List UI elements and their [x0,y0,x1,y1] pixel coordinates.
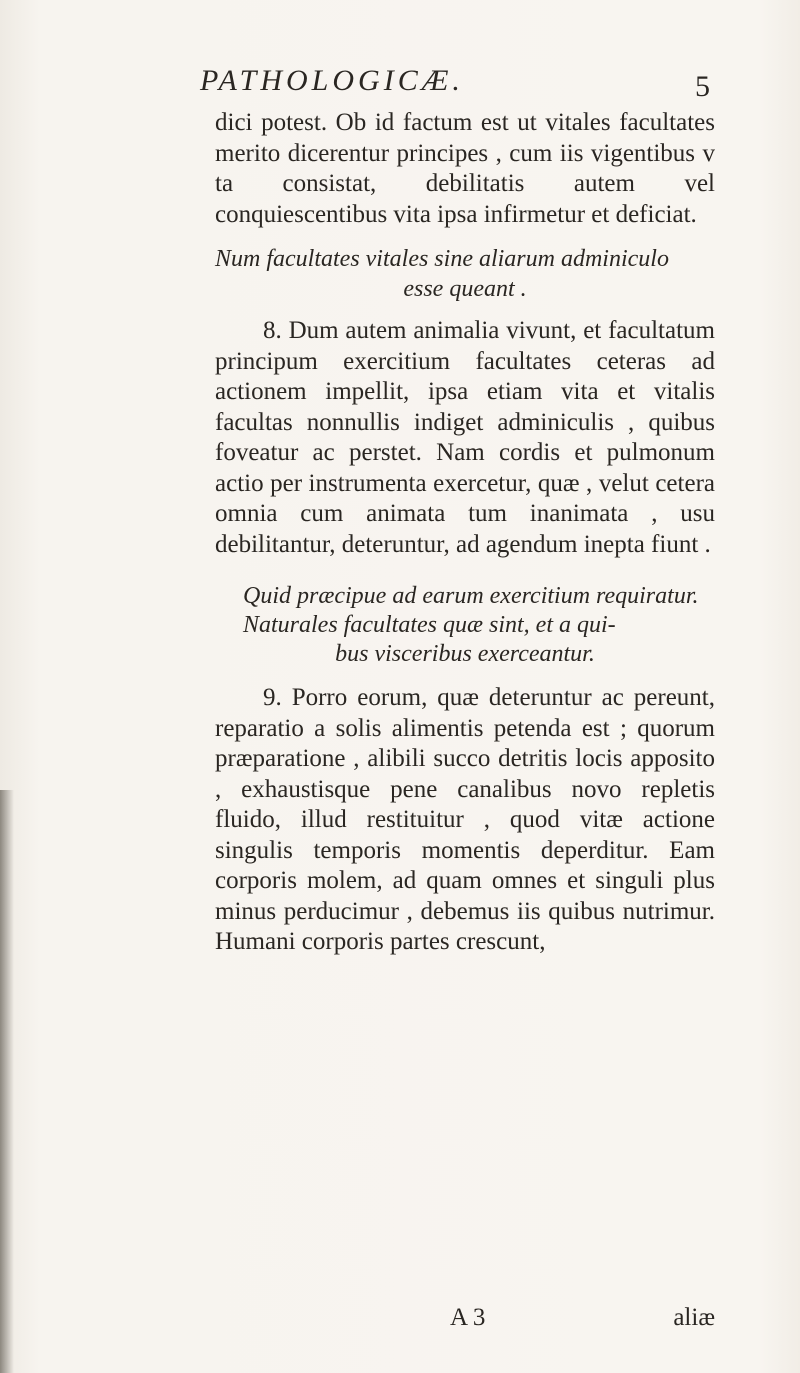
paragraph-9: 9. Porro eorum, quæ deteruntur ac pereunt, reparatio a solis alimentis petenda est ; quorum præparatione , alibili succo detritis locis apposito , exhaustisque pene canalibus novo repletis fluido, illud restituitur , quod vitæ actione singulis temporis momentis deperditur. Eam corporis molem, ad quam omnes et singuli plus minus perducimur , debemus iis quibus nutrimur. Humani corporis partes crescunt, [215,684,715,955]
paragraph-8: 8. Dum autem animalia vivunt, et facultatum principum exercitium facultates ceteras ad actionem impellit, ipsa etiam vita et vitalis facultas nonnullis indiget adminiculis , quibus foveatur ac perstet. Nam cordis et pulmonum actio per instrumenta exercetur, quæ , velut cetera omnia cum animata tum inanimata , usu debilitantur, deteruntur, ad agendum inepta fiunt . [215,317,715,558]
binding-shadow [0,790,14,1373]
section-heading-7 [215,244,715,304]
heading-line: bus visceribus exerceantur. [335,641,595,667]
paragraph-continued: dici potest. Ob id factum est ut vitales facultates merito dicerentur principes , cum iis vigentibus v ta consistat, debilitatis autem vel conquiescentibus vita ipsa infirmetur et deficiat. [215,109,715,228]
signature-mark: A 3 [450,1304,486,1331]
heading-line: Num facultates vitales sine aliarum adminiculo [215,246,669,272]
catchword: aliæ [673,1304,715,1331]
heading-line: esse queant . [403,276,527,302]
page-number: 5 [695,70,710,103]
section-heading-9 [215,582,715,669]
text-block [215,108,715,958]
heading-line: Naturales facultates quæ sint, et a qui- [243,612,616,638]
heading-line: Quid præcipue ad earum exercitium requiratur. [243,583,699,609]
running-title: PATHOLOGICÆ. [200,64,464,97]
